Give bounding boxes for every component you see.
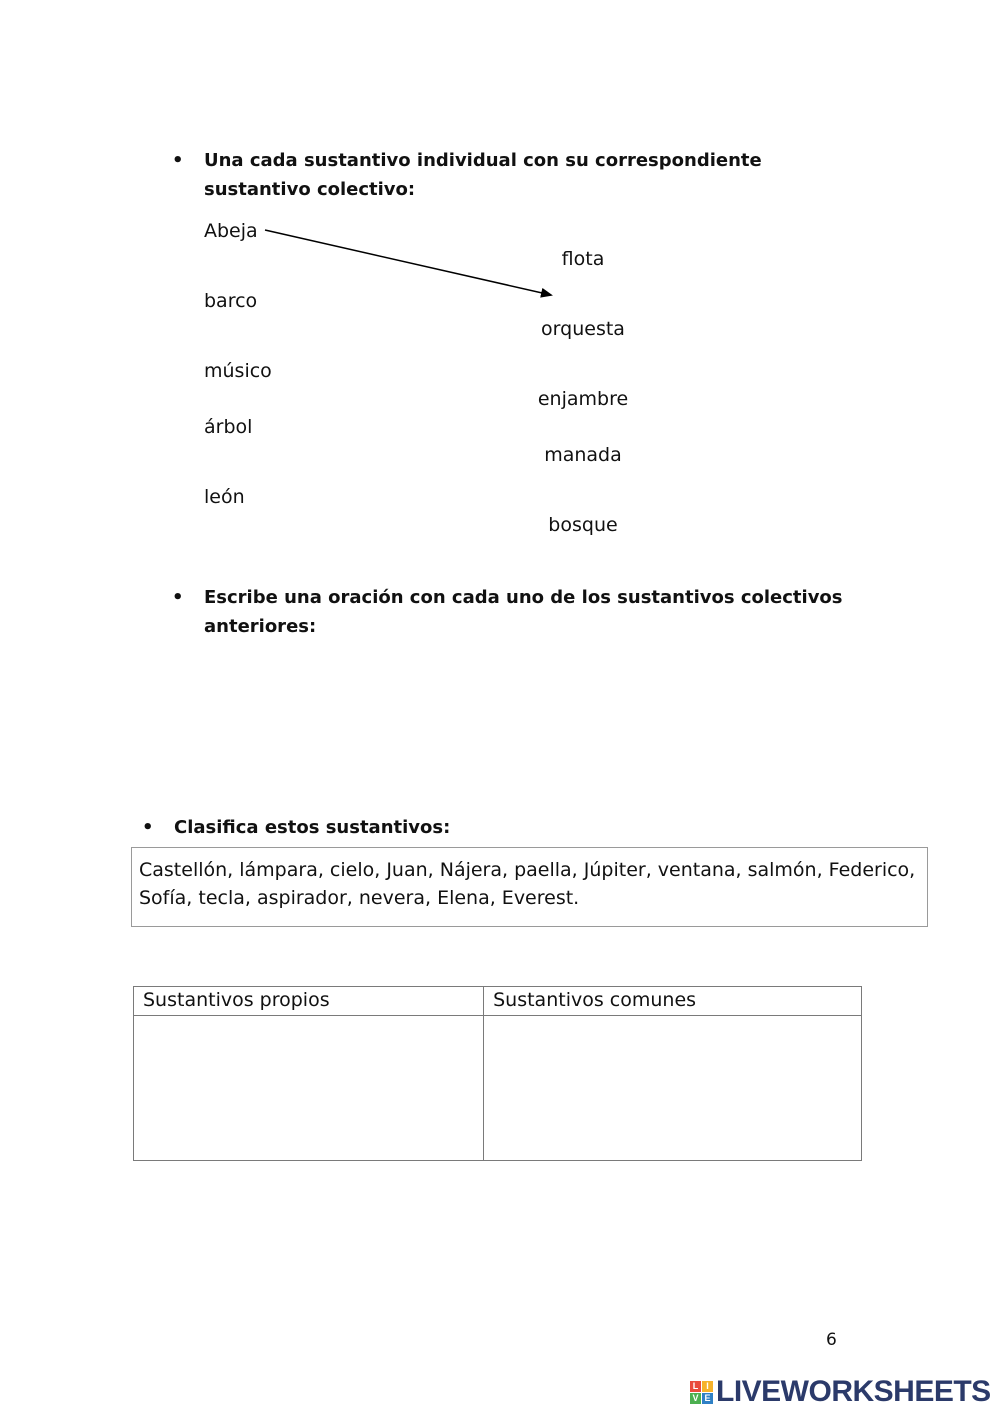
- collective-noun-flota[interactable]: flota: [561, 248, 605, 270]
- collective-noun-orquesta[interactable]: orquesta: [541, 318, 625, 340]
- collective-noun-bosque[interactable]: bosque: [548, 514, 618, 536]
- liveworksheets-logo: [690, 1372, 991, 1412]
- bullet: •: [172, 150, 184, 171]
- instruction-match: Una cada sustantivo individual con su correspondiente sustantivo colectivo:: [204, 150, 762, 200]
- collective-noun-enjambre[interactable]: enjambre: [537, 388, 629, 410]
- logo-icon: L I V E: [690, 1381, 713, 1404]
- brand-name: LIVEWORKSHEETS: [716, 1375, 991, 1408]
- bullet: •: [142, 817, 154, 838]
- classification-table: [133, 986, 862, 1161]
- individual-noun-abeja[interactable]: Abeja: [204, 220, 258, 242]
- word-list-box: [131, 847, 928, 927]
- match-arrow: [0, 0, 1000, 600]
- individual-noun-leon[interactable]: león: [204, 486, 245, 508]
- common-nouns-cell[interactable]: [484, 1016, 862, 1161]
- word-list: Castellón, lámpara, cielo, Juan, Nájera, paella, Júpiter, ventana, salmón, Federico, Sofía, tecla, aspirador, nevera, Elena, Everest.: [139, 859, 916, 909]
- individual-noun-musico[interactable]: músico: [204, 360, 272, 382]
- proper-nouns-cell[interactable]: [134, 1016, 484, 1161]
- individual-noun-arbol[interactable]: árbol: [204, 416, 253, 438]
- instruction-write-sentences: Escribe una oración con cada uno de los sustantivos colectivos anteriores:: [204, 587, 843, 637]
- individual-noun-barco[interactable]: barco: [204, 290, 258, 312]
- bullet: •: [172, 587, 184, 608]
- instruction-classify: Clasifica estos sustantivos:: [174, 817, 451, 838]
- header-common-nouns: Sustantivos comunes: [484, 987, 862, 1016]
- page-number: 6: [826, 1330, 837, 1350]
- header-proper-nouns: Sustantivos propios: [134, 987, 484, 1016]
- collective-noun-manada[interactable]: manada: [544, 444, 622, 466]
